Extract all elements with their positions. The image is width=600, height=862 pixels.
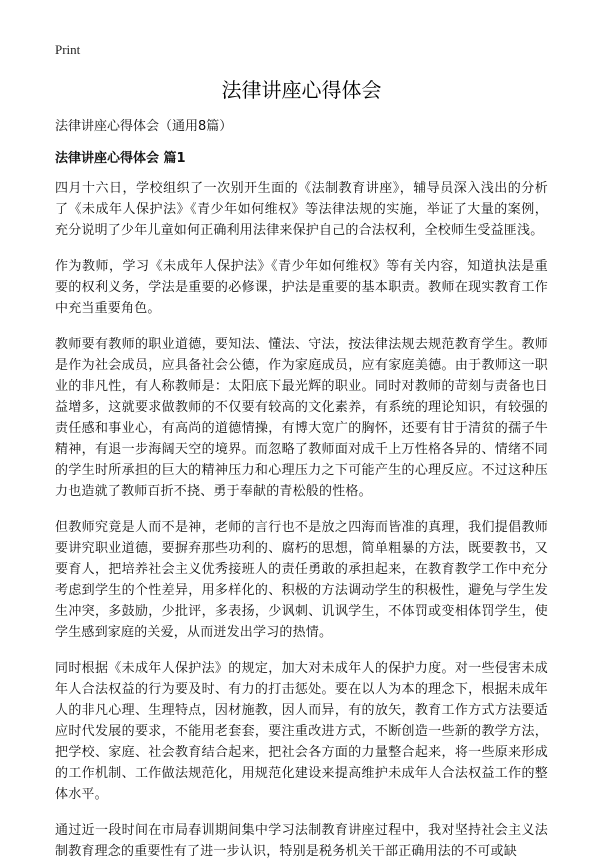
paragraph: 但教师究竟是人而不是神，老师的言行也不是放之四海而皆准的真理，我们提倡教师要讲究职业道德，要摒弃那些功利的、腐朽的思想，简单粗暴的方法，既要教书，又要育人，把培养社会主义优秀接班人的责任勇敢的承担起来，在教育教学工作中充分考虑到学生的个性差异，用多样化的、积极的方法调动学生的积极性，避免与学生发生冲突，多鼓励，少批评，多表扬，少讽刺、讥讽学生，不体罚或变相体罚学生，使学生感到家庭的关爱，从而迸发出学习的热情。 (55, 520, 548, 640)
section-heading: 法律讲座心得体会 篇1 (55, 151, 186, 166)
page-title: 法律讲座心得体会 (221, 78, 382, 102)
paragraph: 作为教师，学习《未成年人保护法》《青少年如何维权》等有关内容，知道执法是重要的权利义务，学法是重要的必修课，护法是重要的基本职责。教师在现实教育工作中充当重要角色。 (55, 259, 548, 316)
paragraph: 四月十六日，学校组织了一次别开生面的《法制教育讲座》，辅导员深入浅出的分析了《未成年人保护法》《青少年如何维权》等法律法规的实施，举证了大量的案例，充分说明了少年儿童如何正确利用法律来保护自己的合法权利，全校师生受益匪浅。 (55, 181, 548, 238)
paragraph: 同时根据《未成年人保护法》的规定，加大对未成年人的保护力度。对一些侵害未成年人合法权益的行为要及时、有力的打击惩处。要在以人为本的理念下，根据未成年人的非凡心理、生理特点，因材施教，因人而异，有的放矢，教育工作方式方法要适应时代发展的要求，不能用老套套，要注重改进方式，不断创造一些新的教学方法，把学校、家庭、社会教育结合起来，把社会各方面的力量整合起来，将一些原来形成的工作机制、工作做法规范化，用规范化建设来提高维护未成年人合法权益工作的整体水平。 (55, 661, 548, 802)
print-link[interactable]: Print (55, 42, 81, 57)
document-subtitle: 法律讲座心得体会（通用8篇） (55, 119, 233, 134)
paragraph: 教师要有教师的职业道德，要知法、懂法、守法，按法律法规去规范教育学生。教师是作为社会成员，应具备社会公德，作为家庭成员，应有家庭美德。由于教师这一职业的非凡性，有人称教师是：太阳底下最光辉的职业。同时对教师的苛刻与责备也日益增多，这就要求做教师的不仅要有较高的文化素养，有系统的理论知识，有较强的责任感和事业心，有高尚的道德情操，有博大宽广的胸怀，还要有甘于清贫的孺子牛精神，有退一步海阔天空的境界。而忽略了教师面对成千上万性格各异的、情绪不同的学生时所承担的巨大的精神压力和心理压力之下可能产生的心理反应。不过这种压力也造就了教师百折不挠、勇于奉献的青松般的性格。 (55, 337, 548, 499)
paragraph: 通过近一段时间在市局春训期间集中学习法制教育讲座过程中，我对坚持社会主义法制教育理念的重要性有了进一步认识，特别是税务机关干部正确用法的不可或缺 (55, 823, 548, 859)
